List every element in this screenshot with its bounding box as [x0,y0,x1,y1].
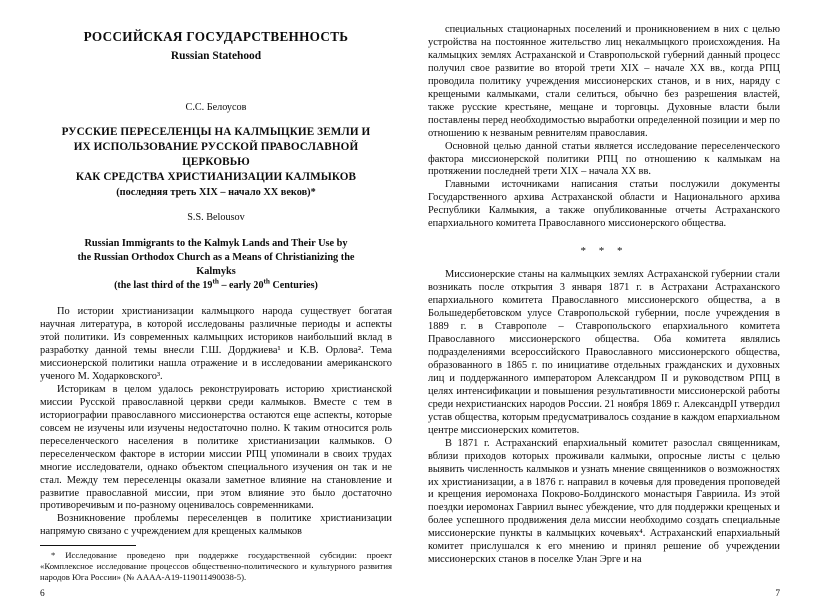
body-paragraph: Историкам в целом удалось реконструировать историю христианской миссии Русской православной церкви среди калмыков. Вместе с тем в историографии православного миссионерства остаются еще аспекты, которые совсем не изучены или изучены недостаточно полно. К таким относится роль переселенческого населения в политике христианизации калмыков. О переселенческом факторе в истории миссии РПЦ упоминали в своих трудах многие исследователи, однако объектом специального изучения он так и не стал. Между тем переселенцы оказали заметное влияние на становление и развитие православной миссии, при этом влияние это было достаточно противоречивым и по-разному оценивалось современниками. [40,383,392,512]
article-title-ru-line4: КАК СРЕДСТВА ХРИСТИАНИЗАЦИИ КАЛМЫКОВ [75,171,357,184]
article-title-ru-line3: ЦЕРКОВЬЮ [182,156,250,169]
article-title-en-line2: the Russian Orthodox Church as a Means of Christianizing the [77,252,355,264]
article-title-en-line1: Russian Immigrants to the Kalmyk Lands and Their Use by [84,238,348,250]
section-separator: * * * [580,245,628,258]
body-paragraph: Возникновение проблемы переселенцев в политике христианизации напрямую связано с учреждением для крещеных калмыков [40,513,392,538]
body-paragraph: В 1871 г. Астраханский епархиальный комитет разослал священникам, вблизи приходов которых проживали калмыки, опросные листы с целью выявить численность калмыков и узнать мнение священников о возможностях их христианизации, а в 1876 г. направил в кочевья для проведения проповедей и крещения иеромонаха Покрово-Болдинского монастыря Гавриила. Из этой поездки иеромонах Гавриил вынес убеждение, что для поддержки крещеных и более успешного продвижения дела миссии необходимо создать специальные миссионерские пункты в калмыцких кочевьях⁴. Астраханский епархиальный комитет прислушался к его мнению и принял решение об учреждении миссионерских станов в поселке Улан Эрге и на [428,437,780,566]
footnote-area [40,539,392,582]
article-title-en-line3: Kalmyks [196,266,236,278]
right-column [428,22,780,567]
article-title-ru [40,125,392,185]
body-paragraph: Главными источниками написания статьи послужили документы Государственного архива Астраханской области и Национального архива Республики Калмыкия, а также опубликованные отчеты Астраханского епархиального комитета Православного миссионерского общества. [428,179,780,230]
section-title-en: Russian Statehood [170,50,262,63]
author-name-ru: С.С. Белоусов [185,102,247,114]
author-name-en: S.S. Belousov [187,212,245,224]
body-paragraph: специальных стационарных поселений и проникновением в них с целью устройства на постоянное жительство лиц некалмыцкого происхождения. На калмыцких землях Астраханской и Ставропольской губерний данный процесс получил свое развитие во второй трети XIX – начале XX вв., когда РПЦ проводила политику учреждения миссионерских станов, и в них, наряду с крещеными калмыками, стали селиться, обычно без разрешения властей, также русские крестьяне, мещане и торговцы. Духовные власти были поставлены перед необходимостью выработки определенной позиции и мер по отношению к незваным ревнителям православия. [428,24,780,139]
footnote-divider [40,545,136,546]
body-paragraph: По истории христианизации калмыцкого народа существует богатая научная литература, в которой исследованы различные периоды и аспекты этой политики. Из современных калмыцких историков наибольший вклад в разработку данной темы внесли Г.Ш. Дорджиева¹ и К.В. Орлова². Тема миссионерской политики нашла отражение и в исследовании американского ученого М. Ходарковского³. [40,306,392,382]
body-paragraph: Основной целью данной статьи является исследование переселенческого фактора миссионерской политики РПЦ по отношению к калмыкам на протяжении последней трети XIX – начала XX вв. [428,140,780,178]
page-number-right: 7 [775,589,780,599]
article-subtitle-en: (the last third of the 19th – early 20th Centuries) [114,277,318,292]
article-title-en [40,237,392,279]
article-title-ru-line1: РУССКИЕ ПЕРЕСЕЛЕНЦЫ НА КАЛМЫЦКИЕ ЗЕМЛИ И [61,126,371,139]
article-title-ru-line2: ИХ ИСПОЛЬЗОВАНИЕ РУССКОЙ ПРАВОСЛАВНОЙ [73,141,359,154]
body-paragraph: Миссионерские станы на калмыцких землях Астраханской губернии стали возникать после открытия 3 января 1871 г. в Астрахани Астраханского епархиального комитета Православного миссионерского общества, а в Большедербетовском улусе Ставропольской губернии, после учреждения в 1889 г. в Ставрополе – Ставропольского епархиального комитета Православного миссионерского общества. Оба комитета являлись подразделениями всероссийского Православного миссионерского общества, образованного в 1865 г. по инициативе отдельных гражданских и духовных лиц и поддержанного императором Александром II и руководством РПЦ в целях интенсификации и повышения результативности миссионерской работы среди нехристианских народов России. 21 ноября 1869 г. АлександрII утвердил устав общества, которым предусматривалось создание в каждом епархиальном центре миссионерских комитетов. [428,269,780,436]
section-title-ru: РОССИЙСКАЯ ГОСУДАРСТВЕННОСТЬ [83,29,349,44]
footnote-text: * Исследование проведено при поддержке государственной субсидии: проект «Комплексное исследование процессов общественно-политического и культурного развития народов Юга России» (№ АААА-А19-119011490038-5). [40,550,392,582]
left-column [40,22,392,582]
two-column-layout [40,22,780,582]
page-number-left: 6 [40,589,45,599]
article-subtitle-ru: (последняя треть XIX – начало XX веков)* [116,187,316,199]
